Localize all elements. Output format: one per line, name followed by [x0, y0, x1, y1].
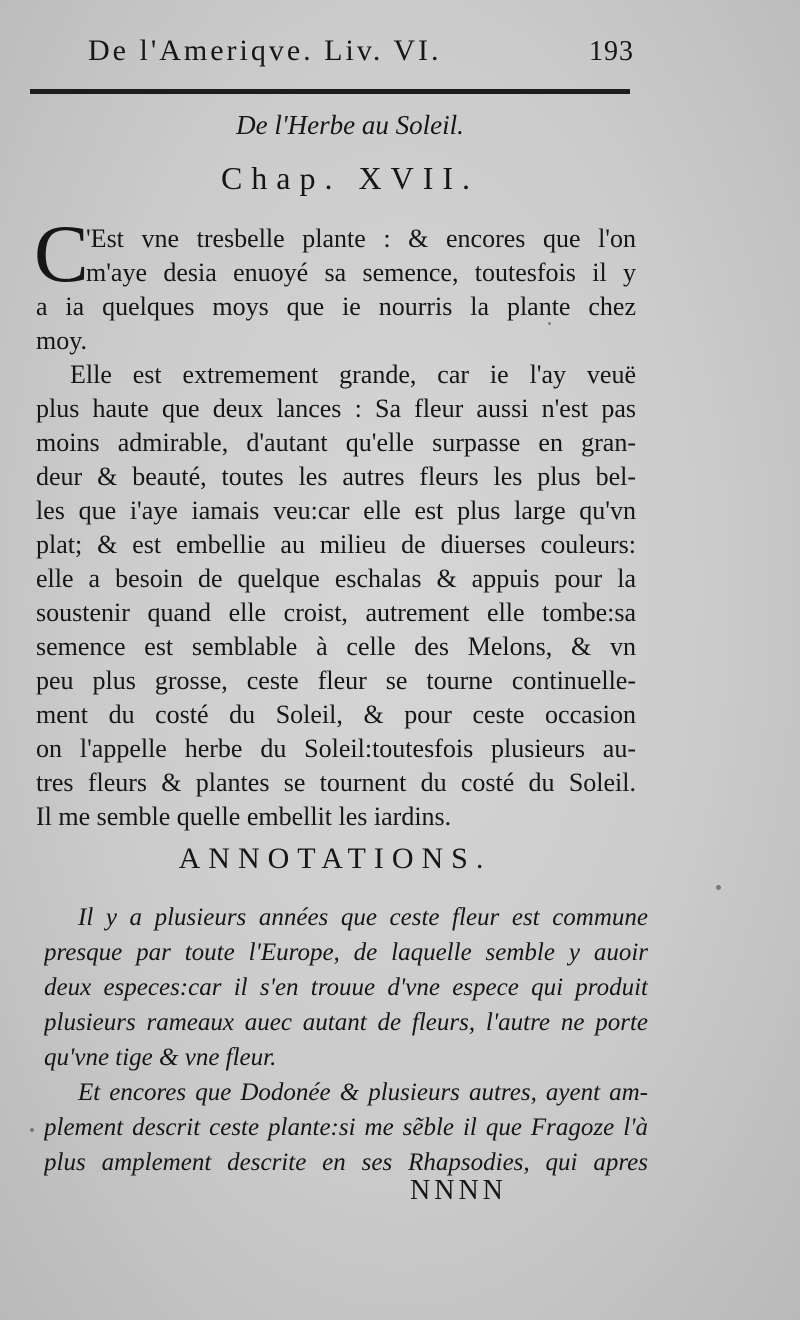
header-rule [30, 89, 630, 94]
drop-cap: C [34, 208, 89, 299]
paper-speck [548, 322, 551, 325]
page-number: 193 [589, 36, 634, 67]
chapter-heading: Chap. XVII. [220, 160, 480, 196]
annotation-line: qu'vne tige & vne fleur. [44, 1044, 277, 1071]
body-line: moins admirable, d'autant qu'elle surpasse en gran- [36, 428, 636, 457]
section-title: De l'Herbe au Soleil. [236, 110, 464, 140]
body-line: deur & beauté, toutes les autres fleurs les plus bel- [36, 462, 636, 491]
body-line: Elle est extremement grande, car ie l'ay veuë [70, 360, 636, 389]
paper-speck [30, 1128, 34, 1132]
body-line: les que i'aye iamais veu:car elle est plus large qu'vn [36, 496, 636, 525]
body-line: 'Est vne tresbelle plante : & encores que l'on [86, 224, 636, 253]
body-line: ment du costé du Soleil, & pour ceste occasion [36, 700, 636, 729]
annotation-line: deux especes:car il s'en trouue d'vne espece qui produit [44, 974, 648, 1001]
annotation-line: Et encores que Dodonée & plusieurs autres, ayent am- [78, 1079, 648, 1106]
body-line: semence est semblable à celle des Melons, & vn [36, 632, 636, 661]
body-line: m'aye desia enuoyé sa semence, toutesfois il y [86, 258, 636, 287]
annotation-line: plement descrit ceste plante:si me sẽble il que Fragoze l'à [44, 1114, 648, 1141]
body-line: peu plus grosse, ceste fleur se tourne continuelle- [36, 666, 636, 695]
annotation-line: presque par toute l'Europe, de laquelle semble y auoir [44, 939, 648, 966]
body-line: elle a besoin de quelque eschalas & appuis pour la [36, 564, 636, 593]
annotation-line: plusieurs rameaux auec autant de fleurs, l'autre ne porte [44, 1009, 648, 1036]
paper-speck [716, 885, 721, 890]
running-head [88, 30, 634, 74]
body-line: soustenir quand elle croist, autrement elle tombe:sa [36, 598, 636, 627]
annotation-line: Il y a plusieurs années que ceste fleur est commune [78, 904, 648, 931]
body-line: tres fleurs & plantes se tournent du costé du Soleil. [36, 768, 636, 797]
body-line: plat; & est embellie au milieu de diuerses couleurs: [36, 530, 636, 559]
annotations-heading: ANNOTATIONS. [178, 842, 492, 875]
body-line: a ia quelques moys que ie nourris la plante chez [36, 292, 636, 321]
annotations-body [44, 900, 648, 1180]
chapter-body [36, 222, 636, 834]
body-line: plus haute que deux lances : Sa fleur aussi n'est pas [36, 394, 636, 423]
annotation-line: plus amplement descrite en ses Rhapsodies, qui apres [44, 1149, 648, 1176]
running-head-title: De l'Ameriqve. Liv. VI. [88, 34, 442, 67]
catchword: NNNN [410, 1175, 507, 1206]
body-line: moy. [36, 326, 88, 355]
body-line: Il me semble quelle embellit les iardins. [36, 802, 452, 831]
body-line: on l'appelle herbe du Soleil:toutesfois plusieurs au- [36, 734, 636, 763]
